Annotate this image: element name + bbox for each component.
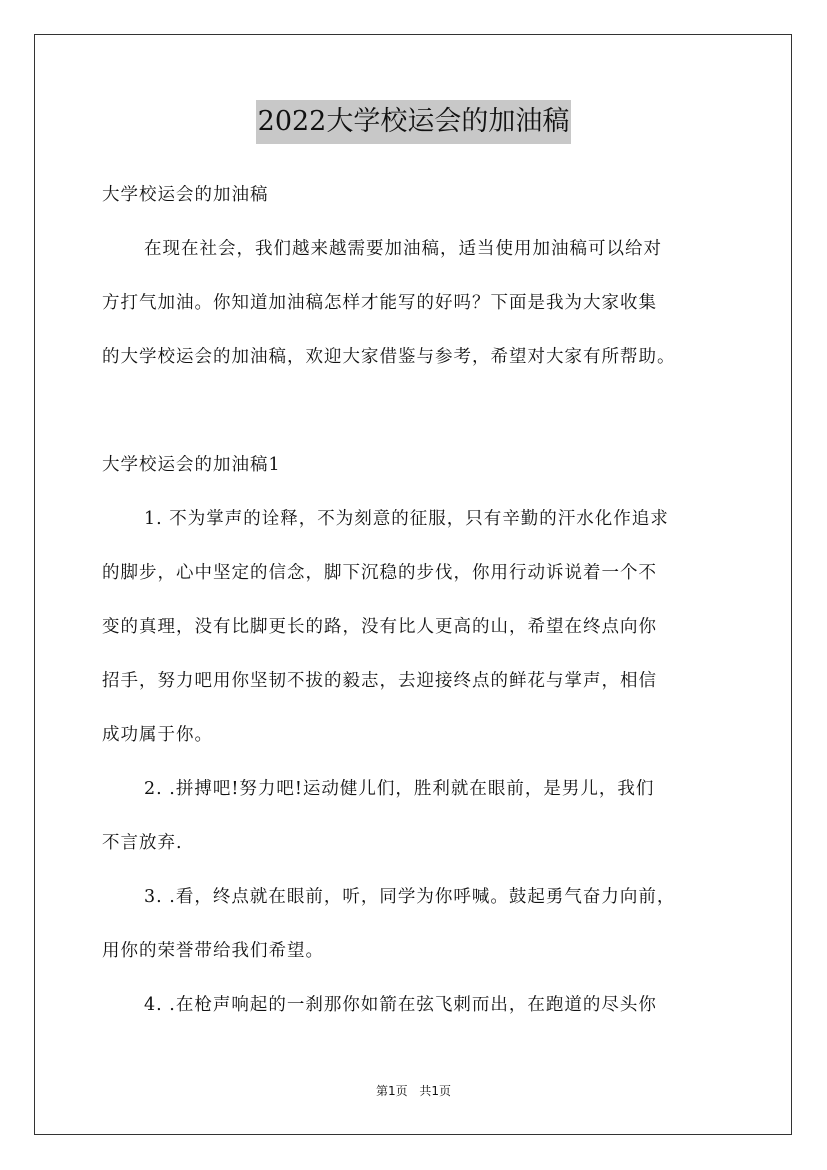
section-heading: 大学校运会的加油稿 (102, 185, 269, 205)
document-body (102, 168, 742, 1032)
paragraph-line: 用你的荣誉带给我们希望。 (102, 941, 324, 961)
paragraph-line: 变的真理，没有比脚更长的路，没有比人更高的山，希望在终点向你 (102, 617, 657, 637)
section-heading: 大学校运会的加油稿1 (102, 455, 281, 475)
paragraph-line: 成功属于你。 (102, 725, 213, 745)
title-area (0, 100, 827, 144)
paragraph-line: 不言放弃. (102, 833, 183, 853)
list-item-line: 1. 不为掌声的诠释，不为刻意的征服，只有辛勤的汗水化作追求 (144, 509, 669, 529)
paragraph-line: 的脚步，心中坚定的信念，脚下沉稳的步伐，你用行动诉说着一个不 (102, 563, 657, 583)
paragraph-line: 的大学校运会的加油稿，欢迎大家借鉴与参考，希望对大家有所帮助。 (102, 347, 676, 367)
list-item-line: 3. .看，终点就在眼前，听，同学为你呼喊。鼓起勇气奋力向前， (144, 887, 676, 907)
paragraph-line: 招手，努力吧用你坚韧不拔的毅志，去迎接终点的鲜花与掌声，相信 (102, 671, 657, 691)
page-total: 共1页 (419, 1084, 452, 1098)
page-number: 第1页 (375, 1084, 408, 1098)
document-title: 2022大学校运会的加油稿 (256, 100, 572, 144)
paragraph-line: 在现在社会，我们越来越需要加油稿，适当使用加油稿可以给对 (144, 239, 662, 259)
list-item-line: 2. .拼搏吧!努力吧!运动健儿们，胜利就在眼前，是男儿，我们 (144, 779, 655, 799)
paragraph-line: 方打气加油。你知道加油稿怎样才能写的好吗？下面是我为大家收集 (102, 293, 657, 313)
list-item-line: 4. .在枪声响起的一刹那你如箭在弦飞刺而出，在跑道的尽头你 (144, 995, 657, 1015)
page-footer (0, 1082, 827, 1099)
blank-line (102, 384, 742, 438)
